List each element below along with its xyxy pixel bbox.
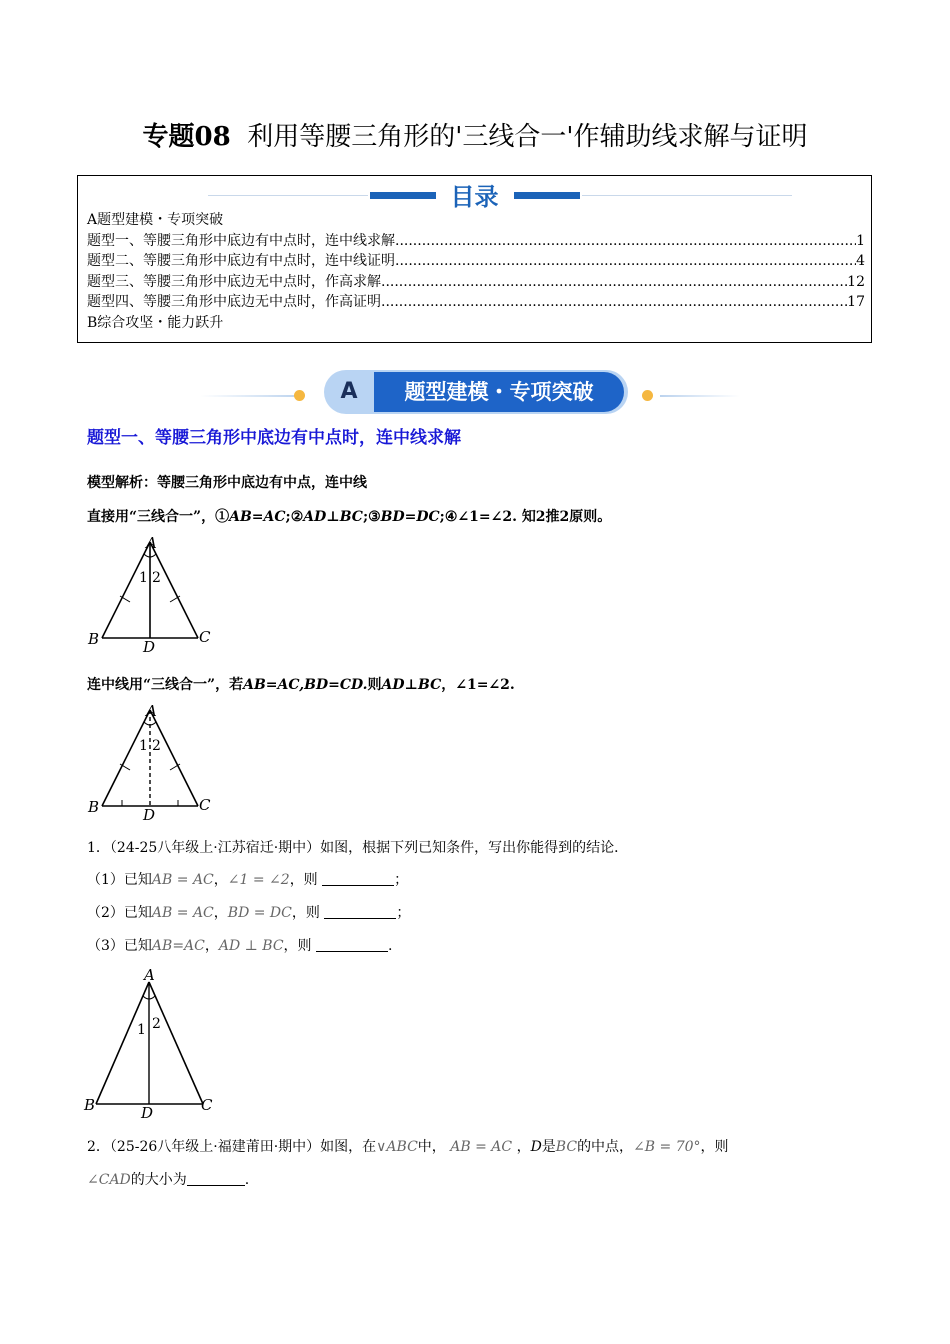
q2-stem-g: 的大小为 <box>130 1172 187 1188</box>
banner-letter: A <box>340 379 358 404</box>
angle-arc <box>144 722 156 725</box>
answer-blank[interactable] <box>324 904 396 919</box>
q2-end: . <box>244 1172 250 1188</box>
q1-p2-math2: BD = DC <box>227 905 292 921</box>
question-2-stem <box>87 1136 729 1156</box>
q1-p3-math1: AB=AC <box>151 938 205 954</box>
q1-p1-math1: AB = AC <box>151 872 214 888</box>
q2-d: D <box>530 1139 542 1155</box>
q1-p2-prefix: （2）已知 <box>87 905 152 921</box>
toc-header-bar-right <box>514 192 580 199</box>
toc-item-page: 4 <box>856 253 865 269</box>
connect-rule-c1: 则 <box>367 677 382 693</box>
direct-rule-m2: AD⊥BC <box>303 509 363 525</box>
q2-bc: BC <box>555 1139 578 1155</box>
q1-p2-end: ； <box>396 905 411 921</box>
section-heading: 题型一、等腰三角形中底边有中点时，连中线求解 <box>87 428 461 448</box>
q1-p1-sep: ， <box>213 872 228 888</box>
toc-header <box>78 176 871 210</box>
q1-p3-prefix: （3）已知 <box>87 938 152 954</box>
toc-item-page: 1 <box>856 233 865 249</box>
side-ab <box>96 982 149 1104</box>
banner-text: 题型建模・专项突破 <box>374 372 624 412</box>
q1-p3-sep: ， <box>204 938 219 954</box>
question-1-stem: 1．（24-25八年级上·江苏宿迁·期中）如图，根据下列已知条件，写出你能得到的结论． <box>87 840 629 856</box>
toc-item[interactable] <box>87 231 865 251</box>
q2-stem-c: ， <box>516 1139 531 1155</box>
toc-item-label: 题型四、等腰三角形中底边无中点时，作高证明 <box>87 294 381 310</box>
title-prefix: 专题08 <box>142 122 231 152</box>
question-2-line-2 <box>87 1169 249 1189</box>
section-banner <box>200 368 760 418</box>
q1-p1-end: ； <box>394 872 409 888</box>
page-title <box>0 116 950 153</box>
label-c: C <box>201 1096 213 1114</box>
connect-rule-m1: AB=AC,BD=CD. <box>243 677 368 693</box>
direct-rule-m1: AB=AC <box>229 509 286 525</box>
direct-rule-prefix: 直接用“三线合一”， <box>87 509 216 525</box>
q2-stem-d: 是 <box>541 1139 556 1155</box>
side-ac <box>150 710 198 806</box>
label-angle-1: 1 <box>139 570 148 586</box>
toc-item-page: 17 <box>847 294 865 310</box>
q2-cad: ∠CAD <box>87 1172 131 1188</box>
q2-stem-f: ，则 <box>700 1139 729 1155</box>
label-c: C <box>199 796 211 814</box>
q1-p3-end: . <box>388 938 393 954</box>
q2-tri: ∨ABC <box>376 1139 418 1155</box>
title-main: 利用等腰三角形的'三线合一'作辅助线求解与证明 <box>247 122 808 152</box>
banner-dot-right <box>642 390 653 401</box>
q2-stem-b: 中， <box>417 1139 446 1155</box>
model-analysis: 模型解析：等腰三角形中底边有中点，连中线 <box>87 475 367 491</box>
label-c: C <box>199 628 211 646</box>
side-ab <box>102 542 150 638</box>
toc-item[interactable] <box>87 251 865 271</box>
q2-stem-e: 的中点， <box>577 1139 634 1155</box>
label-a: A <box>146 702 157 720</box>
banner-line-left <box>200 395 300 397</box>
label-angle-1: 1 <box>139 738 148 754</box>
table-of-contents <box>77 175 872 343</box>
side-ab <box>102 710 150 806</box>
toc-item-label: 题型三、等腰三角形中底边无中点时，作高求解 <box>87 274 381 290</box>
label-d: D <box>143 806 156 824</box>
toc-item[interactable] <box>87 272 865 292</box>
toc-section-a[interactable] <box>87 210 865 230</box>
label-angle-1: 1 <box>137 1022 146 1038</box>
label-b: B <box>88 630 100 648</box>
toc-section-a-label: A题型建模・专项突破 <box>87 212 224 228</box>
q1-p1-prefix: （1）已知 <box>87 872 152 888</box>
direct-rule-c3: ;③ <box>362 509 381 525</box>
toc-item[interactable] <box>87 292 865 312</box>
q1-p3-mid: ，则 <box>283 938 312 954</box>
q1-p1-math2: ∠1 = ∠2 <box>227 872 290 888</box>
label-d: D <box>141 1104 154 1122</box>
connect-rule <box>87 674 515 694</box>
q2-stem-a: 2．（25-26八年级上·福建莆田·期中）如图，在 <box>87 1139 377 1155</box>
q1-p2-math1: AB = AC <box>151 905 214 921</box>
side-ac <box>150 542 198 638</box>
toc-header-line-right <box>582 195 792 196</box>
q2-m1: AB = AC <box>450 1139 513 1155</box>
direct-rule-m3: BD=DC <box>380 509 440 525</box>
toc-item-label: 题型一、等腰三角形中底边有中点时，连中线求解 <box>87 233 395 249</box>
question-1-part-1 <box>87 869 408 889</box>
figure-triangle-2 <box>86 698 216 824</box>
label-a: A <box>144 966 155 984</box>
toc-item-page: 12 <box>847 274 865 290</box>
toc-heading: 目录 <box>450 183 499 211</box>
figure-triangle-3 <box>82 964 222 1122</box>
label-d: D <box>143 638 156 656</box>
label-angle-2: 2 <box>152 738 161 754</box>
toc-item-label: 题型二、等腰三角形中底边有中点时，连中线证明 <box>87 253 395 269</box>
figure-triangle-1 <box>86 530 216 656</box>
direct-rule-c1: ① <box>215 509 230 525</box>
banner-dot-left <box>294 390 305 401</box>
direct-rule-c4: ;④∠1=∠2. 知2推2原则。 <box>439 509 612 525</box>
label-angle-2: 2 <box>152 570 161 586</box>
toc-section-b[interactable] <box>87 313 865 333</box>
q1-p2-sep: ， <box>213 905 228 921</box>
q1-p1-mid: ，则 <box>289 872 318 888</box>
toc-section-b-label: B综合攻坚・能力跃升 <box>87 315 224 331</box>
direct-rule <box>87 506 611 526</box>
direct-rule-c2: ;② <box>285 509 304 525</box>
answer-blank[interactable] <box>322 871 394 886</box>
connect-rule-m2: AD⊥BC <box>381 677 442 693</box>
label-angle-2: 2 <box>152 1016 161 1032</box>
connect-rule-prefix: 连中线用“三线合一”，若 <box>87 677 244 693</box>
label-b: B <box>88 798 100 816</box>
q2-angle: ∠B = 70° <box>633 1139 701 1155</box>
q1-p3-math2: AD ⊥ BC <box>218 938 284 954</box>
question-1-part-3 <box>87 935 392 955</box>
question-1-part-2 <box>87 902 410 922</box>
banner-line-right <box>660 395 740 397</box>
answer-blank[interactable] <box>187 1171 245 1186</box>
side-ac <box>149 982 203 1104</box>
answer-blank[interactable] <box>316 937 388 952</box>
q1-p2-mid: ，则 <box>291 905 320 921</box>
connect-rule-c2: ，∠1=∠2. <box>441 677 515 693</box>
label-b: B <box>84 1096 96 1114</box>
label-a: A <box>146 534 157 552</box>
